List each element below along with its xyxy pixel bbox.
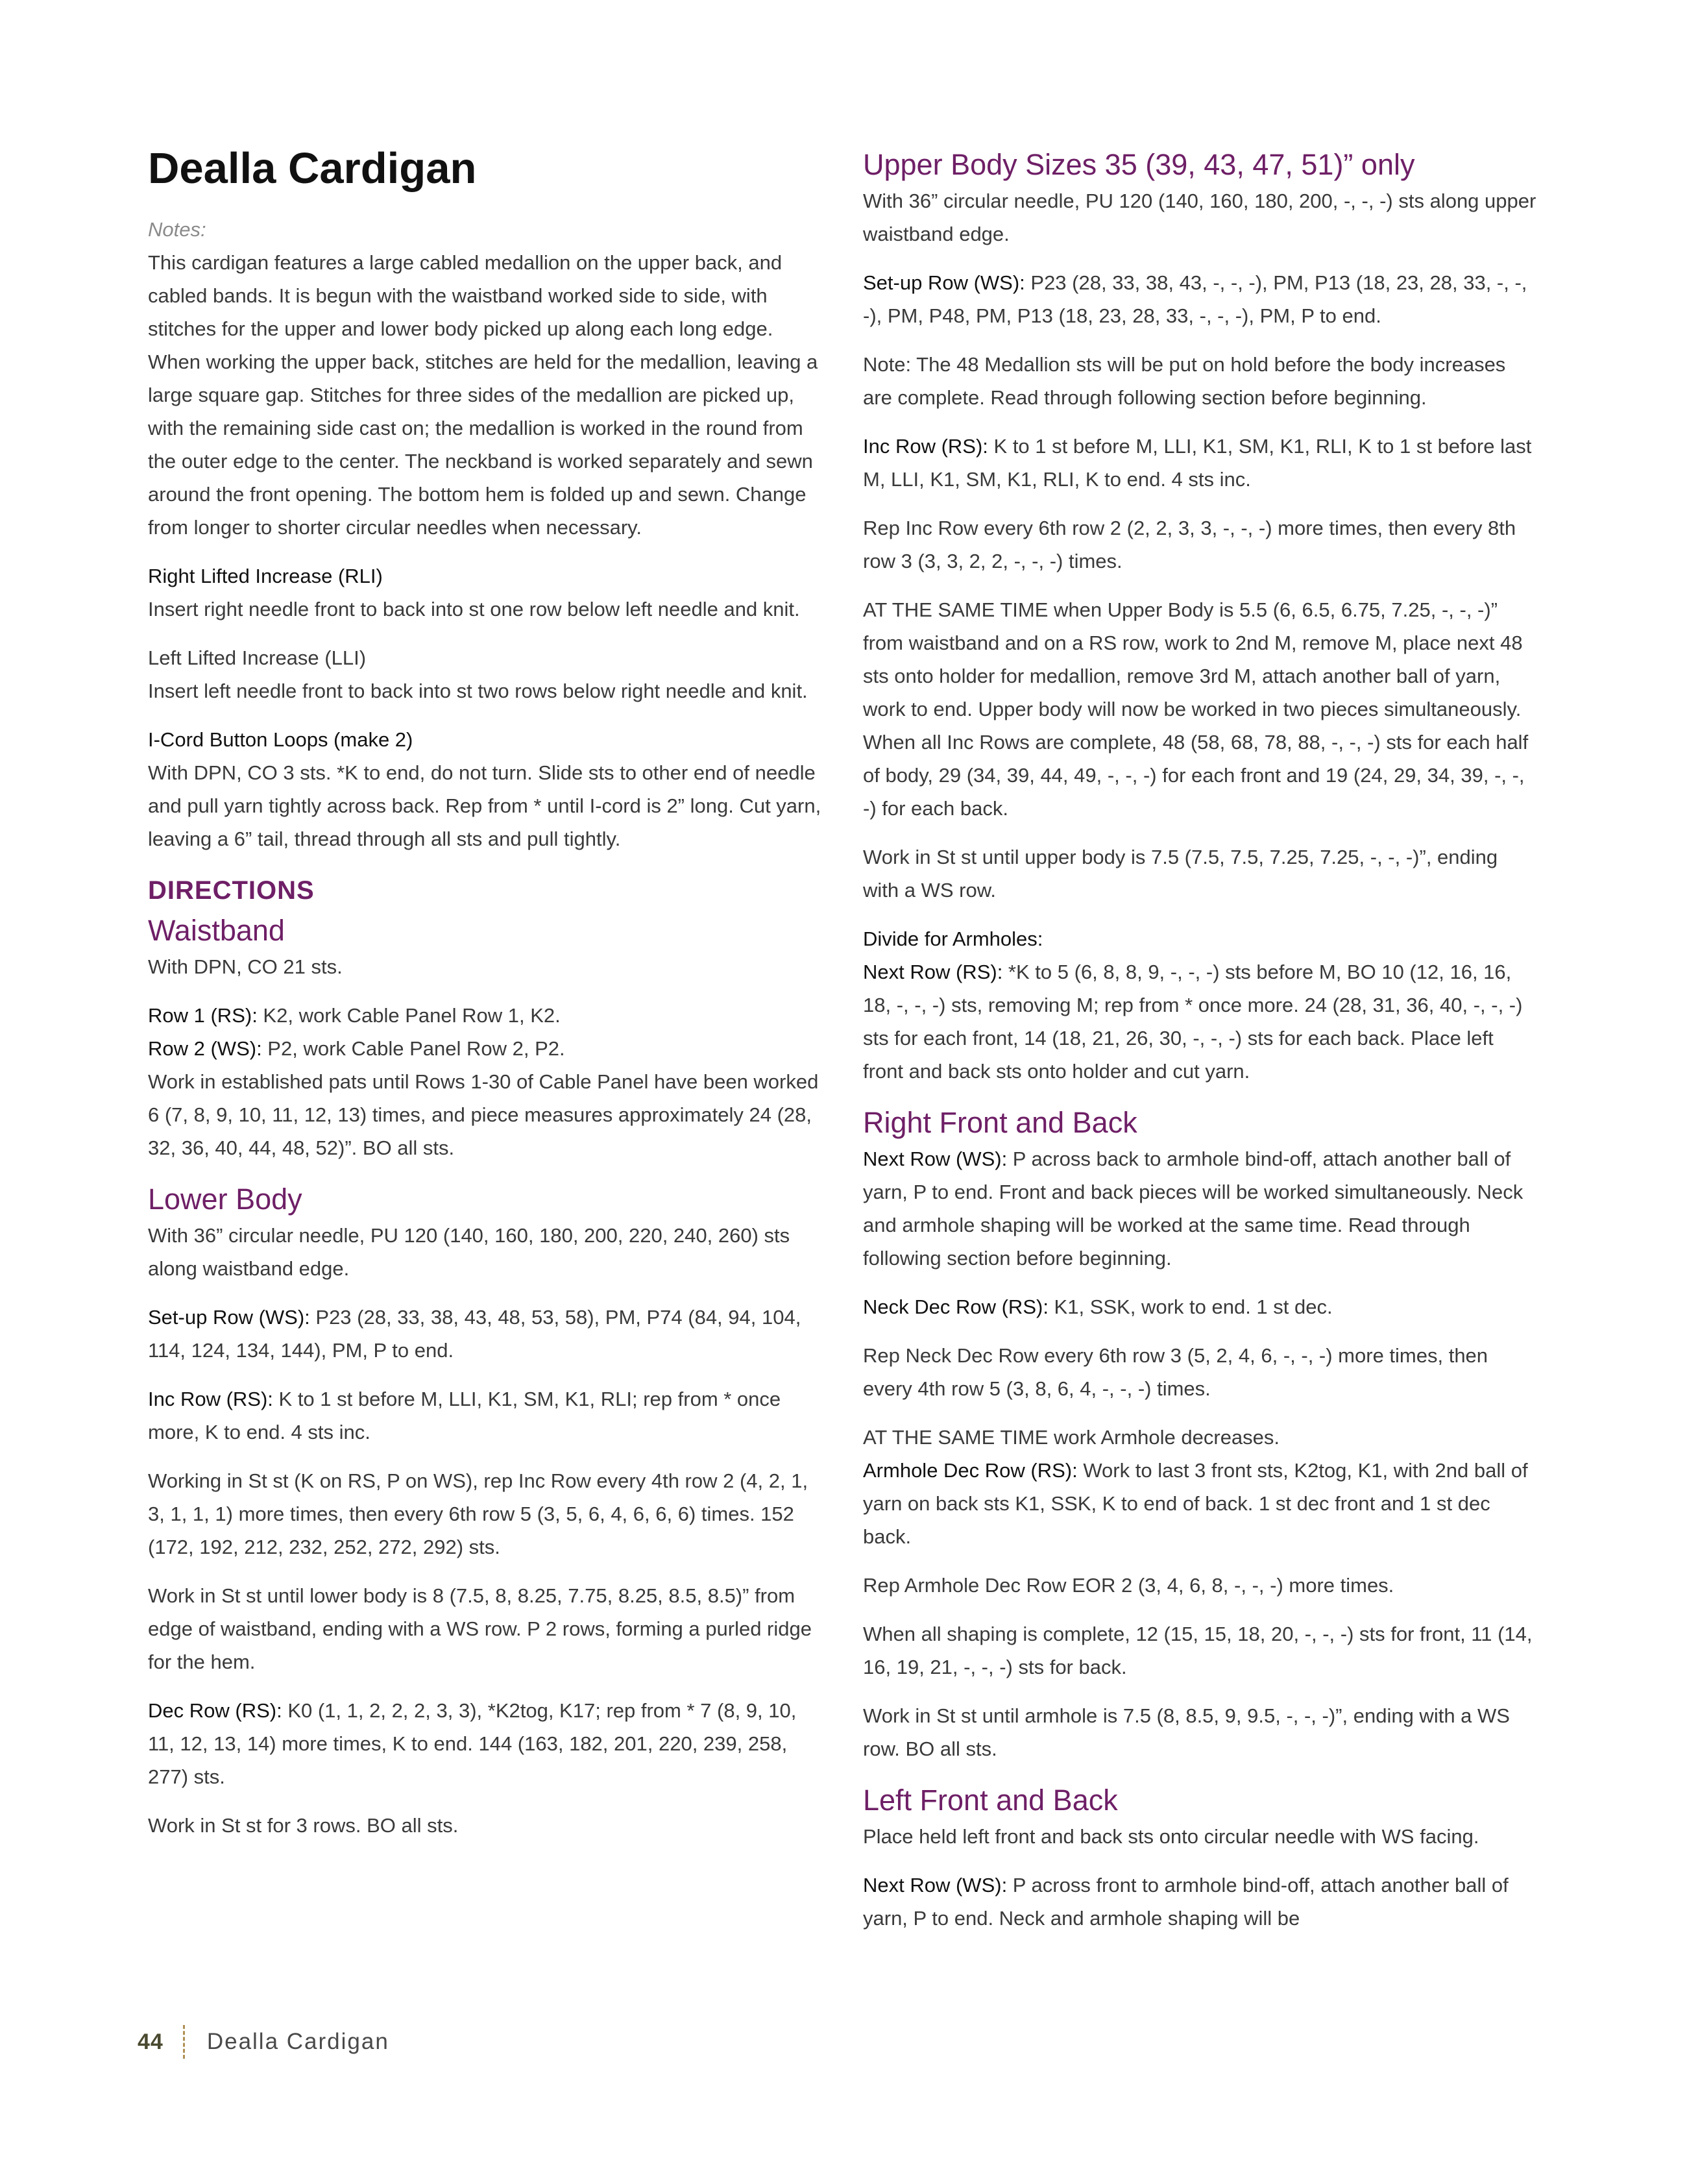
- lli-heading: Left Lifted Increase (LLI): [148, 646, 367, 669]
- arm-dec-text: Work to last 3 front sts, K2tog, K1, with 2nd ball of yarn on back sts K1, SSK, K to end of back. 1 st dec front and 1 st dec back.: [863, 1459, 1528, 1548]
- upper-rep-inc: Rep Inc Row every 6th row 2 (2, 2, 3, 3, -, -, -) more times, then every 8th row 3 (3, 3, 2, 2, -, -, -) times.: [863, 517, 1516, 572]
- upper-setup-row: [863, 266, 1538, 332]
- upper-same-time: AT THE SAME TIME when Upper Body is 5.5 (6, 6.5, 6.75, 7.25, -, -, -)” from waistband and on a RS row, work to 2nd M, remove M, place next 48 sts onto holder for medallion, remove 3rd M, attach another ball of yarn, work to end. Upper body will now be worked in two pieces simultaneously. When all Inc Rows are complete, 48 (58, 68, 78, 88, -, -, -) sts for each half of body, 29 (34, 39, 44, 49, -, -, -) for each front and 19 (24, 29, 34, 39, -, -, -) for each back.: [863, 598, 1529, 820]
- arm-dec-term: Armhole Dec Row (RS):: [863, 1459, 1078, 1482]
- left-intro: Place held left front and back sts onto circular needle with WS facing.: [863, 1825, 1479, 1848]
- lower-dec-text: K0 (1, 1, 2, 2, 2, 3, 3), *K2tog, K17; rep from * 7 (8, 9, 10, 11, 12, 13, 14) more times, K to end. 144 (163, 182, 201, 220, 239, 258, 277) sts.: [148, 1699, 797, 1788]
- upper-inc-term: Inc Row (RS):: [863, 435, 988, 458]
- rli-block: [148, 559, 823, 626]
- upper-inc-text: K to 1 st before M, LLI, K1, SM, K1, RLI, K to 1 st before last M, LLI, K1, SM, K1, RLI, K to end. 4 sts inc.: [863, 435, 1532, 491]
- lower-setup-row: [148, 1301, 823, 1367]
- neck-dec-term: Neck Dec Row (RS):: [863, 1295, 1049, 1318]
- rep-arm: Rep Armhole Dec Row EOR 2 (3, 4, 6, 8, -, -, -) more times.: [863, 1574, 1394, 1597]
- upper-body-heading: Upper Body Sizes 35 (39, 43, 47, 51)” only: [863, 148, 1415, 181]
- right-next-row: [863, 1142, 1538, 1275]
- icord-text: With DPN, CO 3 sts. *K to end, do not turn. Slide sts to other end of needle and pull yarn tightly across back. Rep from * until I-cord is 2” long. Cut yarn, leaving a 6” tail, thread through all sts and pull tightly.: [148, 761, 821, 850]
- upper-inc-row: [863, 430, 1538, 496]
- page-footer: [138, 2022, 389, 2061]
- directions-heading: DIRECTIONS: [148, 876, 315, 905]
- left-next-term: Next Row (WS):: [863, 1874, 1008, 1896]
- lower-final: Work in St st for 3 rows. BO all sts.: [148, 1814, 459, 1837]
- right-same-time: AT THE SAME TIME work Armhole decreases.: [863, 1426, 1280, 1449]
- notes-text: This cardigan features a large cabled medallion on the upper back, and cabled bands. It is begun with the waistband worked side to side, with stitches for the upper and lower body picked up along each long edge. When working the upper back, stitches are held for the medallion, leaving a large square gap. Stitches for three sides of the medallion are picked up, with the remaining side cast on; the medallion is worked in the round from the outer edge to the center. The neckband is worked separately and sewn around the front opening. The bottom hem is folded up and sewn. Change from longer to shorter circular needles when necessary.: [148, 251, 818, 539]
- upper-setup-text: P23 (28, 33, 38, 43, -, -, -), PM, P13 (18, 23, 28, 33, -, -, -), PM, P48, PM, P13 (18, 23, 28, 33, -, -, -), PM, P to end.: [863, 271, 1527, 327]
- row1-text: K2, work Cable Panel Row 1, K2.: [257, 1004, 561, 1027]
- lower-work-st: Work in St st until lower body is 8 (7.5, 8, 8.25, 7.75, 8.25, 8.5, 8.5)” from edge of waistband, ending with a WS row. P 2 rows, forming a purled ridge for the hem.: [148, 1584, 812, 1673]
- upper-setup-term: Set-up Row (WS):: [863, 271, 1025, 294]
- lli-text: Insert left needle front to back into st two rows below right needle and knit.: [148, 680, 808, 702]
- lower-setup-text: P23 (28, 33, 38, 43, 48, 53, 58), PM, P74 (84, 94, 104, 114, 124, 134, 144), PM, P to end.: [148, 1306, 801, 1362]
- waistband-rows: [148, 999, 823, 1164]
- divide-block: [863, 922, 1538, 1088]
- footer-title: Dealla Cardigan: [206, 2029, 389, 2054]
- waistband-heading: Waistband: [148, 914, 285, 947]
- lower-inc-row: [148, 1382, 823, 1449]
- page-number: 44: [138, 2029, 164, 2054]
- row1-term: Row 1 (RS):: [148, 1004, 258, 1027]
- neck-dec-row: [863, 1290, 1538, 1323]
- upper-intro: With 36” circular needle, PU 120 (140, 160, 180, 200, -, -, -) sts along upper waistband edge.: [863, 190, 1536, 245]
- lower-setup-term: Set-up Row (WS):: [148, 1306, 310, 1329]
- left-next-row: [863, 1869, 1538, 1935]
- divide-next-term: Next Row (RS):: [863, 961, 1003, 983]
- lli-block: [148, 641, 823, 707]
- when-all: When all shaping is complete, 12 (15, 15, 18, 20, -, -, -) sts for front, 11 (14, 16, 19, 21, -, -, -) sts for back.: [863, 1623, 1533, 1678]
- waistband-intro: With DPN, CO 21 sts.: [148, 955, 343, 978]
- upper-work-st: Work in St st until upper body is 7.5 (7.5, 7.5, 7.25, 7.25, -, -, -)”, ending with a WS row.: [863, 846, 1498, 902]
- armhole-block: [863, 1421, 1538, 1553]
- divide-next-text: *K to 5 (6, 8, 8, 9, -, -, -) sts before M, BO 10 (12, 16, 16, 18, -, -, -) sts, removing M; rep from * once more. 24 (28, 31, 36, 40, -, -, -) sts for each front, 14 (18, 21, 26, 30, -, -, -) sts for each back. Place left front and back sts onto holder and cut yarn.: [863, 961, 1523, 1083]
- footer-divider: [183, 2025, 185, 2059]
- right-work-st: Work in St st until armhole is 7.5 (8, 8.5, 9, 9.5, -, -, -)”, ending with a WS row. BO all sts.: [863, 1704, 1510, 1760]
- lower-body-intro: With 36” circular needle, PU 120 (140, 160, 180, 200, 220, 240, 260) sts along waistband edge.: [148, 1224, 790, 1280]
- icord-block: [148, 723, 823, 855]
- lower-working: Working in St st (K on RS, P on WS), rep Inc Row every 4th row 2 (4, 2, 1, 3, 1, 1, 1) more times, then every 6th row 5 (3, 5, 6, 4, 6, 6, 6) times. 152 (172, 192, 212, 232, 252, 272, 292) sts.: [148, 1469, 808, 1558]
- neck-dec-text: K1, SSK, work to end. 1 st dec.: [1048, 1295, 1333, 1318]
- divide-heading: Divide for Armholes:: [863, 927, 1043, 950]
- left-next-text: P across front to armhole bind-off, attach another ball of yarn, P to end. Neck and armhole shaping will be: [863, 1874, 1509, 1930]
- row2-term: Row 2 (WS):: [148, 1037, 262, 1060]
- row2-text: P2, work Cable Panel Row 2, P2.: [261, 1037, 565, 1060]
- lower-inc-text: K to 1 st before M, LLI, K1, SM, K1, RLI; rep from * once more, K to end. 4 sts inc.: [148, 1388, 781, 1443]
- rli-heading: Right Lifted Increase (RLI): [148, 565, 383, 587]
- notes-label: Notes:: [148, 218, 206, 241]
- lower-body-heading: Lower Body: [148, 1183, 302, 1216]
- lower-dec-row: [148, 1694, 823, 1793]
- waistband-work: Work in established pats until Rows 1-30 of Cable Panel have been worked 6 (7, 8, 9, 10, 11, 12, 13) times, and piece measures approximately 24 (28, 32, 36, 40, 44, 48, 52)”. BO all sts.: [148, 1070, 819, 1159]
- page-title: Dealla Cardigan: [148, 144, 477, 193]
- right-next-text: P across back to armhole bind-off, attach another ball of yarn, P to end. Front and back pieces will be worked simultaneously. Neck and armhole shaping will be worked at the same time. Read through following section before beginning.: [863, 1147, 1523, 1270]
- lower-dec-term: Dec Row (RS):: [148, 1699, 282, 1722]
- right-column: [863, 145, 1538, 1950]
- left-front-heading: Left Front and Back: [863, 1784, 1118, 1817]
- lower-inc-term: Inc Row (RS):: [148, 1388, 273, 1410]
- rep-neck: Rep Neck Dec Row every 6th row 3 (5, 2, 4, 6, -, -, -) more times, then every 4th row 5 (3, 8, 6, 4, -, -, -) times.: [863, 1344, 1488, 1400]
- right-next-term: Next Row (WS):: [863, 1147, 1008, 1170]
- icord-heading: I-Cord Button Loops (make 2): [148, 728, 413, 751]
- upper-note: Note: The 48 Medallion sts will be put on hold before the body increases are complete. Read through following section before beginning.: [863, 353, 1506, 409]
- left-column: [148, 143, 823, 1858]
- rli-text: Insert right needle front to back into st one row below left needle and knit.: [148, 598, 800, 620]
- right-front-heading: Right Front and Back: [863, 1106, 1137, 1139]
